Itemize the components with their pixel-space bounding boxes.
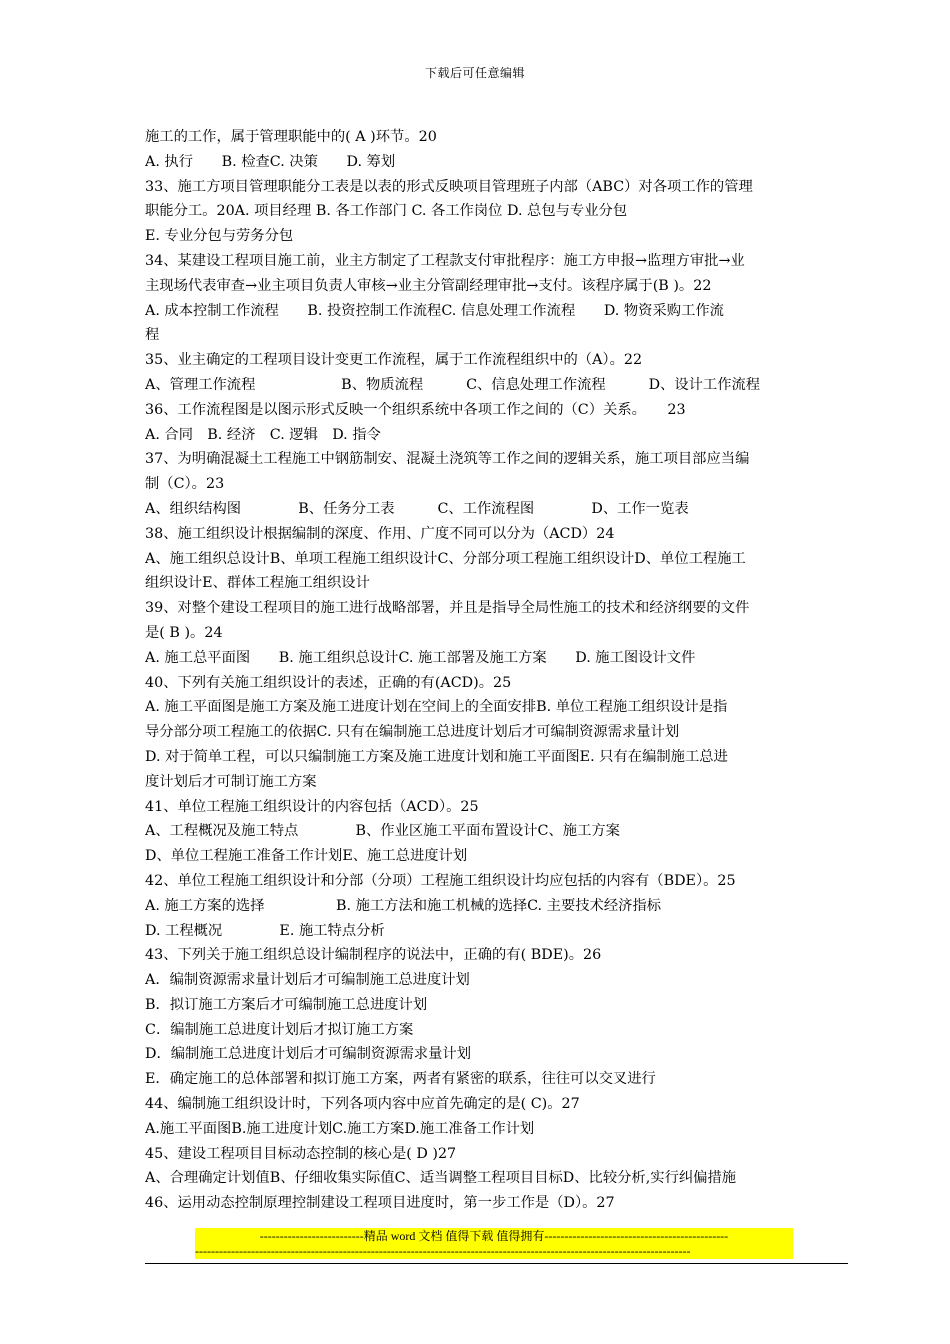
text-line: B．拟订施工方案后才可编制施工总进度计划 — [145, 996, 428, 1013]
text-line: 度计划后才可制订施工方案 — [145, 773, 317, 790]
text-line: 36、工作流程图是以图示形式反映一个组织系统中各项工作之间的（C）关系。 23 — [145, 401, 686, 418]
text-line: A．编制资源需求量计划后才可编制施工总进度计划 — [145, 972, 470, 989]
text-line: D、单位工程施工准备工作计划E、施工总进度计划 — [145, 848, 468, 865]
text-line: 41、单位工程施工组织设计的内容包括（ACD）。25 — [145, 798, 479, 815]
text-line: E．确定施工的总体部署和拟订施工方案，两者有紧密的联系，往往可以交叉进行 — [145, 1071, 656, 1088]
text-line: 程 — [145, 327, 160, 344]
text-line: A. 施工平面图是施工方案及施工进度计划在空间上的全面安排B. 单位工程施工组织设计是指 — [145, 699, 728, 716]
text-line: A、合理确定计划值B、仔细收集实际值C、适当调整工程项目目标D、比较分析,实行纠偏措施 — [145, 1170, 737, 1187]
document-body — [145, 125, 850, 1216]
text-line: D. 对于简单工程，可以只编制施工方案及施工进度计划和施工平面图E. 只有在编制施工总进 — [145, 748, 728, 765]
footer-rule — [145, 1263, 848, 1264]
text-line: 43、下列关于施工组织总设计编制程序的说法中，正确的有( BDE)。26 — [145, 947, 602, 964]
text-line: A. 施工总平面图 B. 施工组织总设计C. 施工部署及施工方案 D. 施工图设计文件 — [145, 649, 696, 666]
text-line: 组织设计E、群体工程施工组织设计 — [145, 575, 370, 592]
text-line: 44、编制施工组织设计时，下列各项内容中应首先确定的是( C)。27 — [145, 1096, 580, 1113]
text-line: 40、下列有关施工组织设计的表述，正确的有(ACD)。25 — [145, 674, 512, 691]
text-line: A、工程概况及施工特点 B、作业区施工平面布置设计C、施工方案 — [145, 823, 620, 840]
text-line: A、施工组织总设计B、单项工程施工组织设计C、分部分项工程施工组织设计D、单位工程施工 — [145, 550, 746, 567]
text-line: 46、运用动态控制原理控制建设工程项目进度时，第一步工作是（D）。27 — [145, 1195, 615, 1212]
footer-dashes: ---------------------------------------------------------------------------------------------------------------------------- — [195, 1245, 793, 1259]
text-line: 33、施工方项目管理职能分工表是以表的形式反映项目管理班子内部（ABC）对各项工作的管理 — [145, 178, 753, 195]
text-line: C．编制施工总进度计划后才拟订施工方案 — [145, 1021, 414, 1038]
text-line: 35、业主确定的工程项目设计变更工作流程，属于工作流程组织中的（A）。22 — [145, 352, 643, 369]
text-line: 34、某建设工程项目施工前，业主方制定了工程款支付审批程序：施工方申报→监理方审批→业 — [145, 252, 745, 269]
text-line: 37、为明确混凝土工程施工中钢筋制安、混凝土浇筑等工作之间的逻辑关系，施工项目部应当编 — [145, 451, 750, 468]
text-line: 施工的工作，属于管理职能中的( A )环节。20 — [145, 129, 437, 145]
text-line: 职能分工。20A. 项目经理 B. 各工作部门 C. 各工作岗位 D. 总包与专业分包 — [145, 203, 628, 220]
text-line: D．编制施工总进度计划后才可编制资源需求量计划 — [145, 1046, 471, 1063]
footer-banner: --------------------------精品 word 文档 值得下载 值得拥有---------------------------------------------- — [195, 1228, 793, 1245]
text-line: 38、施工组织设计根据编制的深度、作用、广度不同可以分为（ACD）24 — [145, 525, 615, 542]
text-line: 42、单位工程施工组织设计和分部（分项）工程施工组织设计均应包括的内容有（BDE）。25 — [145, 872, 736, 889]
text-line: A. 执行 B. 检查C. 决策 D. 筹划 — [145, 153, 396, 170]
text-line: 主现场代表审查→业主项目负责人审核→业主分管副经理审批→支付。该程序属于(B )。22 — [145, 277, 712, 294]
text-line: A. 成本控制工作流程 B. 投资控制工作流程C. 信息处理工作流程 D. 物资采购工作流 — [145, 302, 724, 319]
text-line: 制（C）。23 — [145, 476, 225, 493]
text-line: A、管理工作流程 B、物质流程 C、信息处理工作流程 D、设计工作流程 — [145, 376, 761, 393]
text-line: 导分部分项工程施工的依据C. 只有在编制施工总进度计划后才可编制资源需求量计划 — [145, 724, 680, 741]
text-line: A.施工平面图B.施工进度计划C.施工方案D.施工准备工作计划 — [145, 1120, 535, 1137]
text-line: A. 合同 B. 经济 C. 逻辑 D. 指令 — [145, 426, 381, 443]
text-line: 是( B )。24 — [145, 624, 223, 641]
text-line: A. 施工方案的选择 B. 施工方法和施工机械的选择C. 主要技术经济指标 — [145, 897, 662, 914]
text-line: 39、对整个建设工程项目的施工进行战略部署，并且是指导全局性施工的技术和经济纲要的文件 — [145, 600, 750, 617]
text-line: A、组织结构图 B、任务分工表 C、工作流程图 D、工作一览表 — [145, 500, 689, 517]
text-line: D. 工程概况 E. 施工特点分析 — [145, 922, 385, 939]
text-line: E. 专业分包与劳务分包 — [145, 228, 294, 245]
page-header: 下载后可任意编辑 — [424, 66, 525, 80]
text-line: 45、建设工程项目目标动态控制的核心是( D )27 — [145, 1145, 457, 1162]
